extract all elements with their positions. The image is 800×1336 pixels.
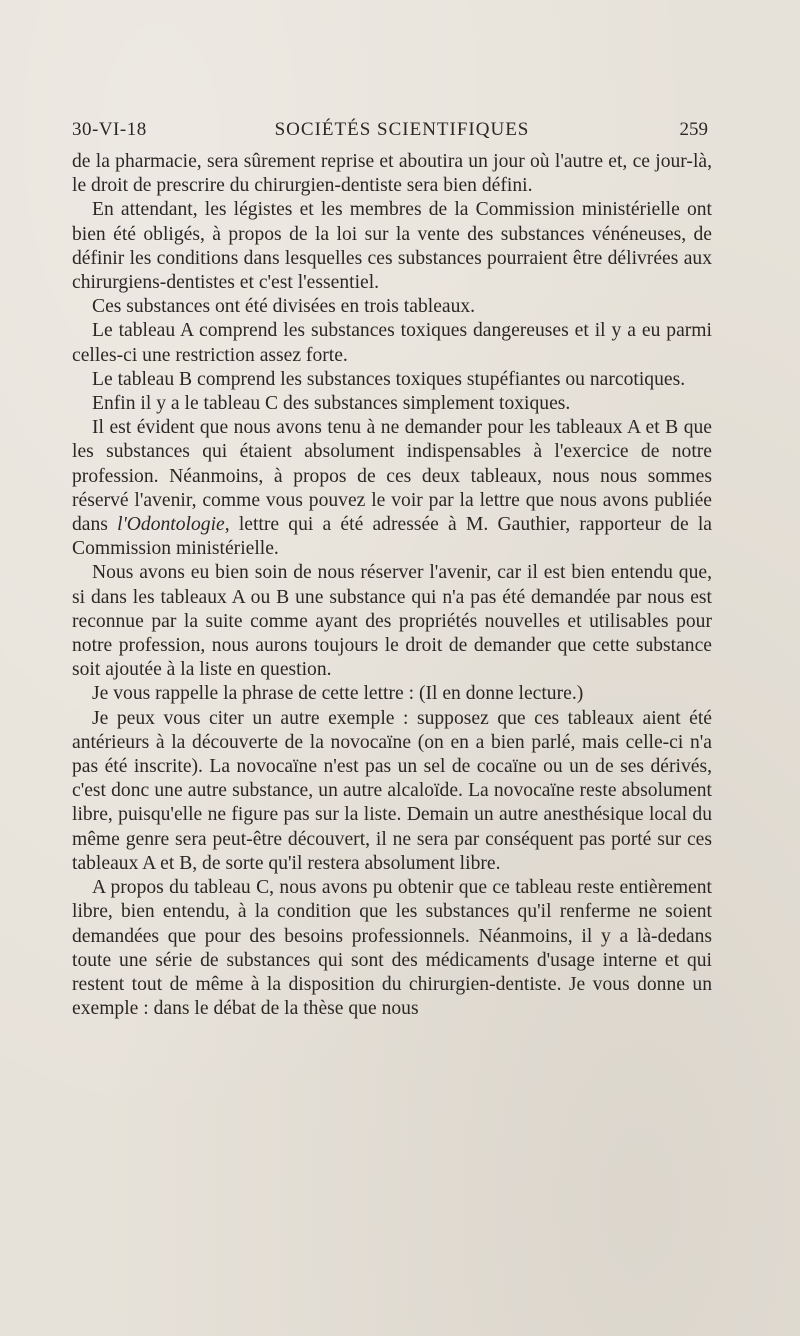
paragraph: Le tableau A comprend les substances toxiques dangereuses et il y a eu parmi celles-ci une restriction assez forte. — [72, 320, 712, 366]
page-number: 259 — [679, 119, 708, 140]
paragraph: de la pharmacie, sera sûrement reprise et aboutira un jour où l'autre et, ce jour-là, le droit de prescrire du chirurgien-dentiste sera bien défini. — [72, 151, 712, 197]
paragraph — [72, 416, 712, 561]
paragraph: Ces substances ont été divisées en trois tableaux. — [92, 296, 476, 318]
journal-title: l'Odontologie — [117, 514, 225, 536]
paragraph: En attendant, les légistes et les membres de la Commission ministérielle ont bien été obligés, à propos de la loi sur la vente des substances vénéneuses, de définir les conditions dans lesquelles ces substances pourraient être délivrées aux chirurgiens-dentistes et c'est l'essentiel. — [72, 199, 712, 294]
paragraph-text: Il est évident que nous avons tenu à ne demander pour les tableaux A et B que les substances qui étaient absolument indispensables à l'exercice de notre profession. Néanmoins, à propos de ces deux tableaux, nous nous sommes réservé l'avenir, comme vous pouvez le voir par la lettre que nous avons publiée dans — [72, 417, 712, 536]
paragraph: Nous avons eu bien soin de nous réserver l'avenir, car il est bien entendu que, si dans les tableaux A ou B une substance qui n'a pas été demandée par nous est reconnue par la suite comme ayant des propriétés nouvelles et utilisables pour notre profession, nous aurons toujours le droit de demander que cette substance soit ajoutée à la liste en question. — [72, 562, 712, 681]
paragraph: Enfin il y a le tableau C des substances simplement toxiques. — [92, 393, 571, 415]
book-page — [72, 114, 712, 1294]
body-text — [72, 150, 712, 1021]
running-head — [72, 114, 712, 146]
paragraph: Je vous rappelle la phrase de cette lettre : (Il en donne lecture.) — [92, 683, 584, 705]
header-title: SOCIÉTÉS SCIENTIFIQUES — [274, 119, 530, 140]
header-date: 30-VI-18 — [72, 119, 147, 140]
paragraph: A propos du tableau C, nous avons pu obtenir que ce tableau reste entièrement libre, bien entendu, à la condition que les substances qu'il renferme ne soient demandées que pour des besoins professionnels. Néanmoins, il y a là-dedans toute une série de substances qui sont des médicaments d'usage interne et qui restent tout de même à la disposition du chirurgien-dentiste. Je vous donne un exemple : dans le débat de la thèse que nous — [72, 877, 712, 1020]
paragraph-text: , lettre qui a été adressée à M. Gauthier, rapporteur de la Commission ministérielle. — [72, 514, 712, 560]
paragraph: Le tableau B comprend les substances toxiques stupéfiantes ou narcotiques. — [92, 368, 686, 390]
paragraph: Je peux vous citer un autre exemple : supposez que ces tableaux aient été antérieurs à la découverte de la novocaïne (on en a bien parlé, mais celle-ci n'a pas été inscrite). La novocaïne n'est pas un sel de cocaïne ou un de ses dérivés, c'est donc une autre substance, un autre alcaloïde. La novocaïne reste absolument libre, puisqu'elle ne figure pas sur la liste. Demain un autre anesthésique local du même genre sera peut-être découvert, il ne sera par conséquent pas porté sur ces tableaux A et B, de sorte qu'il restera absolument libre. — [72, 707, 712, 874]
